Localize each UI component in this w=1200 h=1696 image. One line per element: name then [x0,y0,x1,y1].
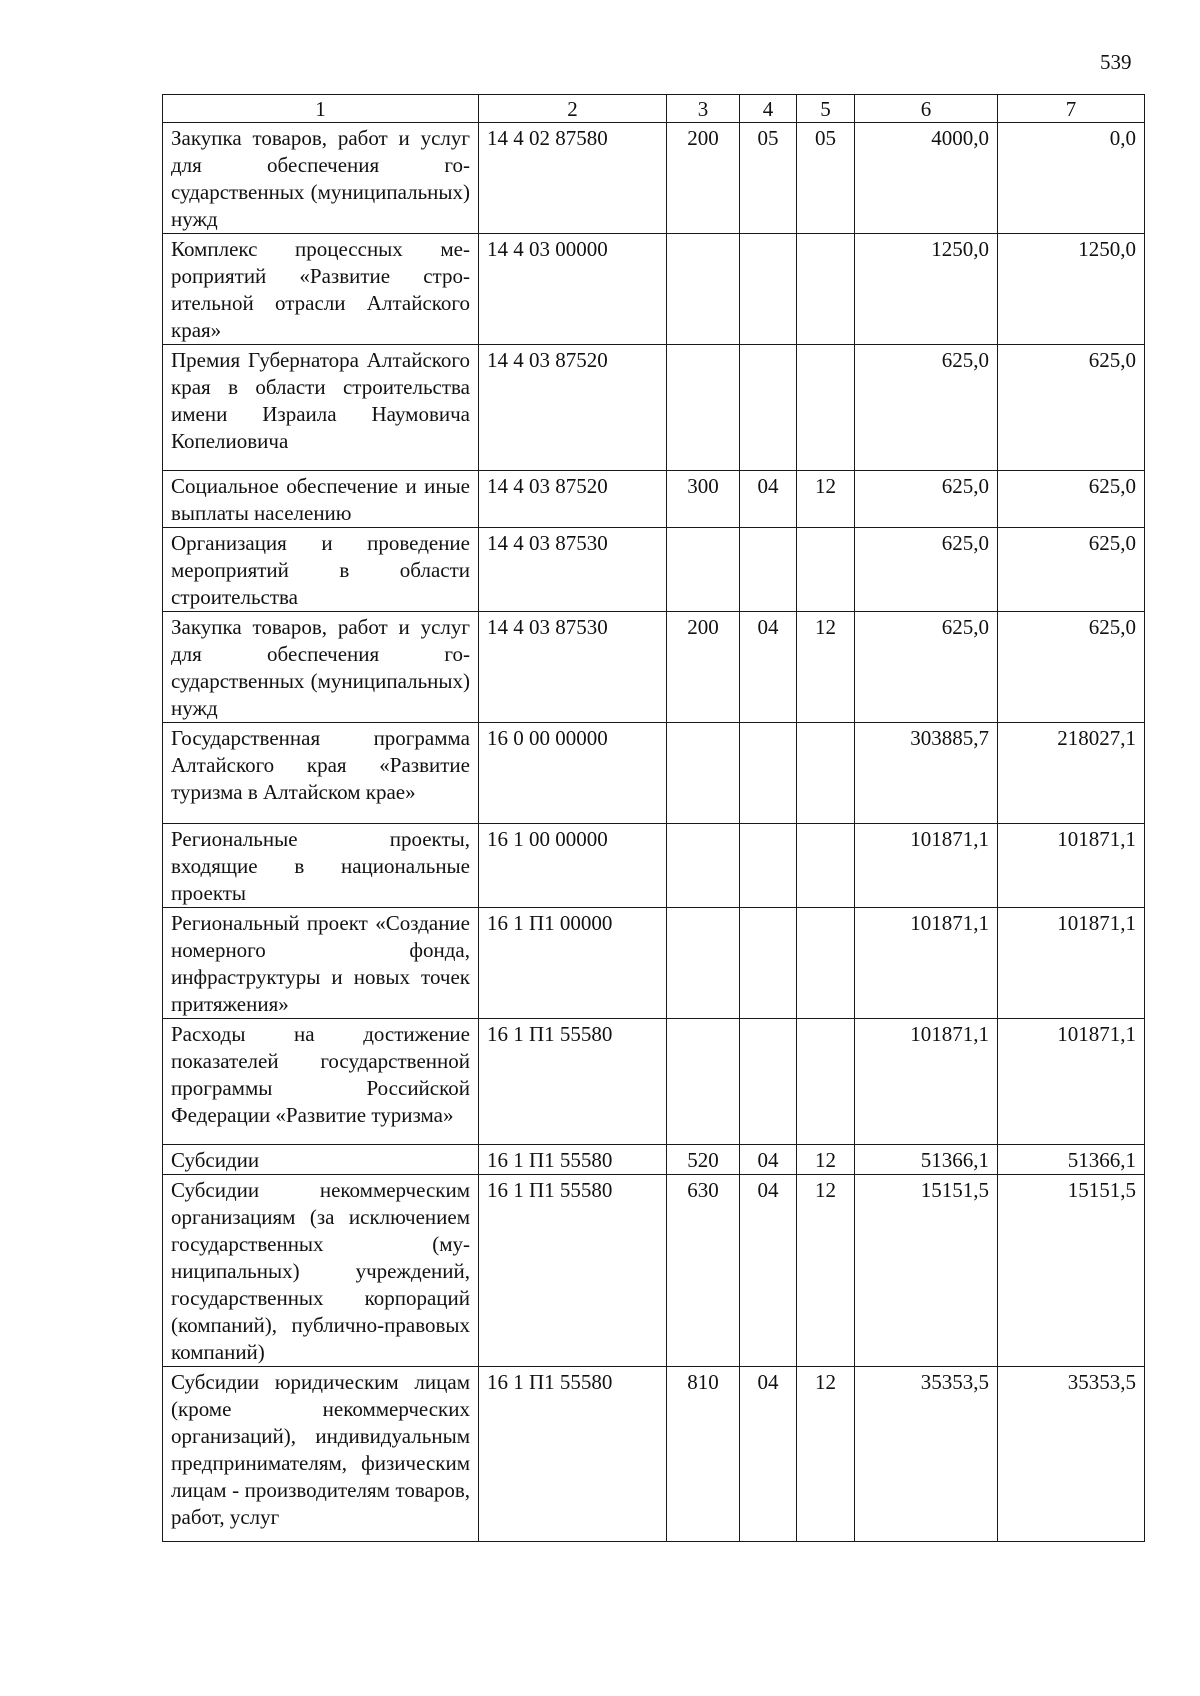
table-row [163,612,1145,723]
table-row [163,1145,1145,1175]
cell-item-name: Региональный проект «Создание номерного фонда, инфраструктуры и новых точек притяжения» [163,908,479,1019]
cell-amount-year-1: 625,0 [855,345,998,471]
cell-section [740,824,797,908]
cell-section: 04 [740,612,797,723]
header-col-1: 1 [163,95,479,123]
cell-amount-year-1: 101871,1 [855,908,998,1019]
header-col-5: 5 [797,95,855,123]
cell-expense-type [667,723,740,824]
cell-subsection [797,1019,855,1145]
cell-item-name: Субсидии [163,1145,479,1175]
cell-amount-year-2: 51366,1 [998,1145,1145,1175]
cell-amount-year-2: 625,0 [998,612,1145,723]
cell-expense-type: 810 [667,1367,740,1542]
table-row [163,528,1145,612]
cell-expense-type: 630 [667,1175,740,1367]
cell-amount-year-1: 303885,7 [855,723,998,824]
cell-subsection: 12 [797,471,855,528]
cell-subsection [797,528,855,612]
cell-subsection [797,345,855,471]
table-row [163,1367,1145,1542]
table-row [163,1019,1145,1145]
cell-amount-year-2: 1250,0 [998,234,1145,345]
cell-item-name: Социальное обеспечение и иные выплаты населению [163,471,479,528]
cell-amount-year-1: 101871,1 [855,1019,998,1145]
cell-amount-year-1: 101871,1 [855,824,998,908]
cell-target-code: 14 4 03 87520 [479,345,667,471]
cell-amount-year-1: 625,0 [855,612,998,723]
cell-item-name: Государственная программа Алтайского края «Развитие туризма в Алтайском крае» [163,723,479,824]
cell-section: 04 [740,1175,797,1367]
table-row [163,123,1145,234]
cell-target-code: 14 4 03 87530 [479,612,667,723]
cell-amount-year-2: 101871,1 [998,1019,1145,1145]
cell-item-name: Закупка товаров, работ и услуг для обеспечения государственных (муниципальных) нужд [163,612,479,723]
cell-section [740,723,797,824]
cell-target-code: 16 1 П1 55580 [479,1175,667,1367]
cell-target-code: 16 1 П1 55580 [479,1367,667,1542]
cell-target-code: 16 1 П1 55580 [479,1145,667,1175]
cell-amount-year-2: 15151,5 [998,1175,1145,1367]
header-col-3: 3 [667,95,740,123]
cell-expense-type: 300 [667,471,740,528]
cell-amount-year-2: 35353,5 [998,1367,1145,1542]
cell-expense-type: 200 [667,123,740,234]
table-header [163,95,1145,123]
cell-amount-year-1: 625,0 [855,528,998,612]
cell-section [740,1019,797,1145]
cell-item-name: Организация и проведение мероприятий в области строительства [163,528,479,612]
cell-expense-type [667,234,740,345]
cell-expense-type [667,1019,740,1145]
cell-amount-year-2: 625,0 [998,471,1145,528]
budget-table [162,94,1145,1542]
cell-section [740,234,797,345]
cell-item-name: Субсидии юридическим лицам (кроме некоммерческих организаций), индивидуальным предпринимателям, физическим лицам - производителям товаров, работ, услуг [163,1367,479,1542]
cell-amount-year-2: 625,0 [998,345,1145,471]
cell-item-name: Закупка товаров, работ и услуг для обеспечения государственных (муниципальных) нужд [163,123,479,234]
cell-section [740,345,797,471]
table-body [163,123,1145,1542]
cell-amount-year-1: 35353,5 [855,1367,998,1542]
cell-item-name: Субсидии некоммерческим организациям (за исключением государственных (муниципальных) учреждений, государственных корпораций (компаний), публично-правовых компаний) [163,1175,479,1367]
cell-amount-year-2: 101871,1 [998,824,1145,908]
header-col-2: 2 [479,95,667,123]
table-row [163,908,1145,1019]
cell-section: 04 [740,471,797,528]
cell-amount-year-1: 15151,5 [855,1175,998,1367]
table-row [163,824,1145,908]
cell-target-code: 14 4 03 00000 [479,234,667,345]
header-col-7: 7 [998,95,1145,123]
cell-expense-type [667,824,740,908]
cell-expense-type: 520 [667,1145,740,1175]
cell-amount-year-2: 0,0 [998,123,1145,234]
cell-amount-year-2: 625,0 [998,528,1145,612]
cell-target-code: 14 4 03 87530 [479,528,667,612]
cell-target-code: 16 0 00 00000 [479,723,667,824]
cell-subsection [797,824,855,908]
header-col-4: 4 [740,95,797,123]
cell-section: 04 [740,1367,797,1542]
cell-amount-year-1: 51366,1 [855,1145,998,1175]
cell-subsection: 05 [797,123,855,234]
cell-section [740,528,797,612]
cell-amount-year-2: 101871,1 [998,908,1145,1019]
cell-target-code: 16 1 П1 55580 [479,1019,667,1145]
cell-expense-type [667,908,740,1019]
cell-amount-year-1: 1250,0 [855,234,998,345]
table-row [163,345,1145,471]
cell-subsection [797,723,855,824]
table-row [163,723,1145,824]
cell-subsection [797,234,855,345]
cell-expense-type: 200 [667,612,740,723]
cell-item-name: Расходы на достижение показателей государственной программы Российской Федерации «Развитие туризма» [163,1019,479,1145]
table-row [163,471,1145,528]
cell-expense-type [667,345,740,471]
cell-amount-year-1: 625,0 [855,471,998,528]
cell-target-code: 16 1 П1 00000 [479,908,667,1019]
page-number: 539 [1100,50,1132,74]
cell-target-code: 14 4 02 87580 [479,123,667,234]
cell-subsection [797,908,855,1019]
table-row [163,234,1145,345]
cell-subsection: 12 [797,1175,855,1367]
cell-section [740,908,797,1019]
cell-section: 05 [740,123,797,234]
cell-subsection: 12 [797,612,855,723]
cell-amount-year-1: 4000,0 [855,123,998,234]
cell-item-name: Региональные проекты, входящие в национальные проекты [163,824,479,908]
cell-item-name: Комплекс процессных мероприятий «Развитие строительной отрасли Алтайского края» [163,234,479,345]
cell-target-code: 16 1 00 00000 [479,824,667,908]
cell-item-name: Премия Губернатора Алтайского края в области строительства имени Израила Наумовича Копелиовича [163,345,479,471]
cell-section: 04 [740,1145,797,1175]
cell-expense-type [667,528,740,612]
cell-subsection: 12 [797,1367,855,1542]
cell-subsection: 12 [797,1145,855,1175]
table-row [163,1175,1145,1367]
cell-target-code: 14 4 03 87520 [479,471,667,528]
header-col-6: 6 [855,95,998,123]
header-row [163,95,1145,123]
cell-amount-year-2: 218027,1 [998,723,1145,824]
